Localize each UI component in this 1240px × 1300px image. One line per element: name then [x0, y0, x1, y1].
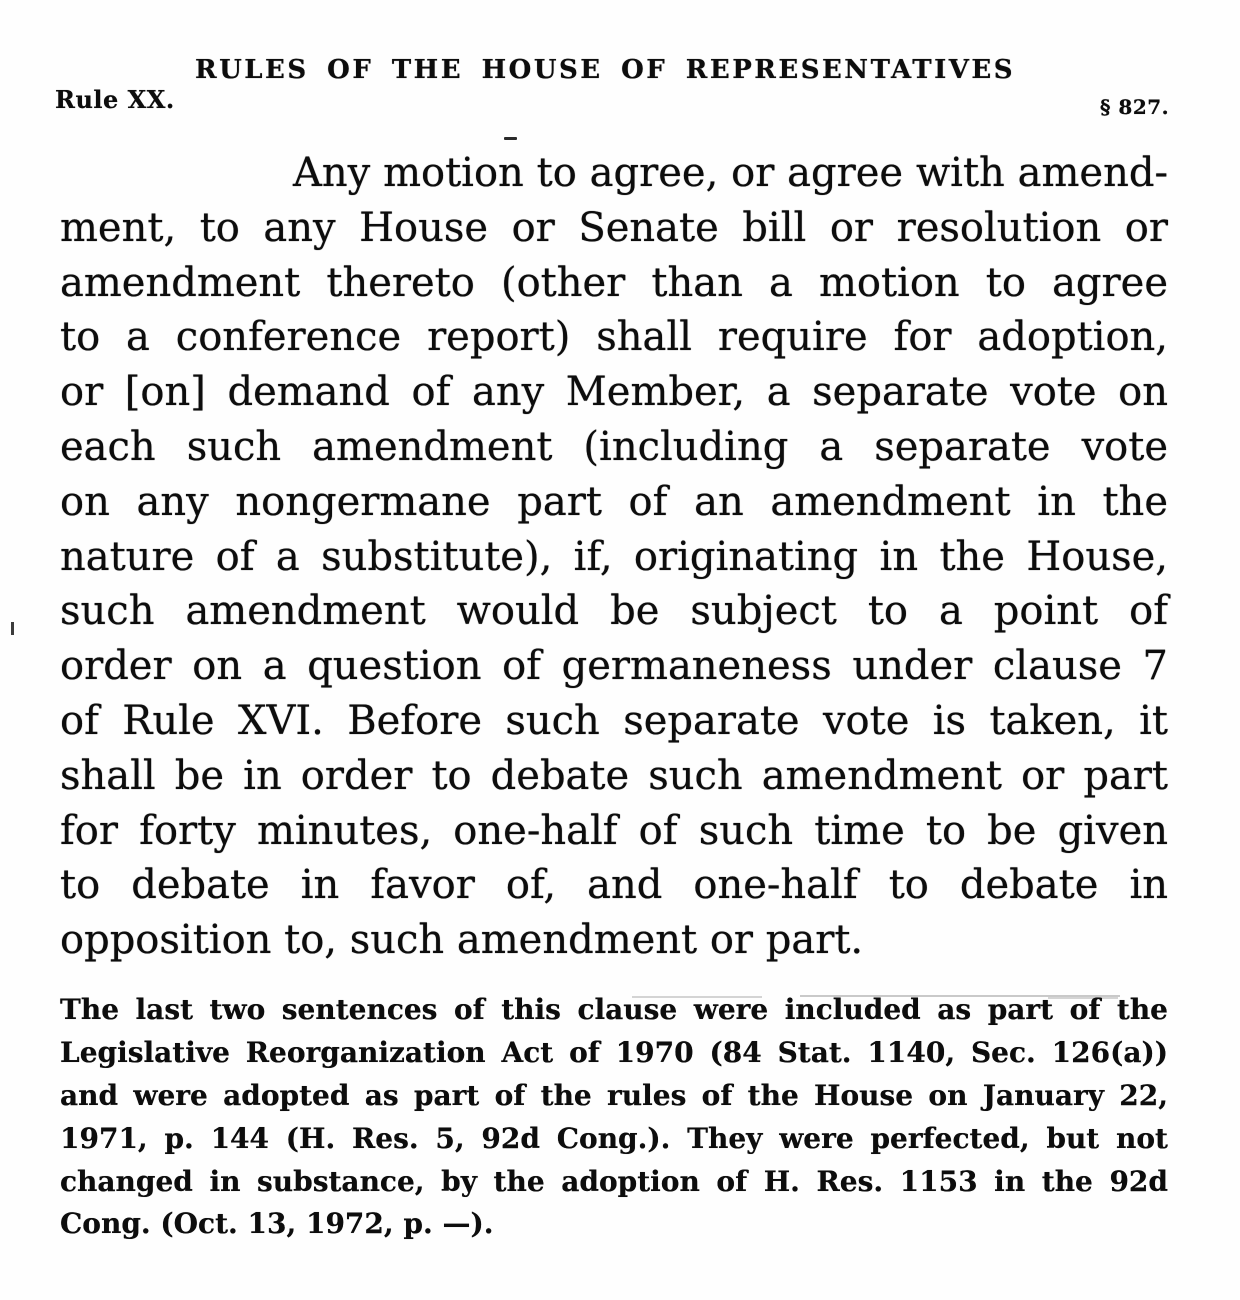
- text-line: shall be in order to debate such amendment or part: [60, 752, 1168, 799]
- text-line: Legislative Reorganization Act of 1970 (84 Stat. 1140, Sec. 126(a)): [60, 1035, 1168, 1069]
- text-line: for forty minutes, one-half of such time to be given: [60, 807, 1168, 854]
- footnote-paragraph: [60, 989, 1168, 1246]
- text-line: and were adopted as part of the rules of the House on January 22,: [60, 1078, 1168, 1112]
- text-line: to debate in favor of, and one-half to debate in: [60, 862, 1168, 909]
- text-line: Any motion to agree, or agree with amend-: [293, 150, 1168, 196]
- text-line: amendment thereto (other than a motion to agree: [60, 259, 1168, 306]
- text-line: Cong. (Oct. 13, 1972, p. —).: [60, 1207, 494, 1241]
- scan-artifact-margin-tick: [11, 622, 14, 635]
- scan-artifact-center-dash: [504, 137, 517, 140]
- text-line: 1971, p. 144 (H. Res. 5, 92d Cong.). They were perfected, but not: [60, 1121, 1168, 1155]
- rule-number-label: Rule XX.: [55, 85, 175, 114]
- text-line: such amendment would be subject to a point of: [60, 588, 1168, 635]
- text-line: ment, to any House or Senate bill or resolution or: [60, 204, 1168, 251]
- text-line: of Rule XVI. Before such separate vote is taken, it: [60, 697, 1168, 744]
- text-line: order on a question of germaneness under clause 7: [60, 643, 1168, 690]
- rule-clause-paragraph: [60, 146, 1168, 968]
- text-line: nature of a substitute), if, originating in the House,: [60, 533, 1168, 580]
- text-line: The last two sentences of this clause were included as part of the: [60, 993, 1168, 1026]
- page-header-title: RULES OF THE HOUSE OF REPRESENTATIVES: [194, 55, 1016, 85]
- text-line: to a conference report) shall require for adoption,: [60, 314, 1168, 361]
- section-number-label: § 827.: [1100, 95, 1170, 119]
- text-line: on any nongermane part of an amendment in the: [60, 478, 1168, 525]
- text-line: or [on] demand of any Member, a separate vote on: [60, 369, 1168, 416]
- text-line: opposition to, such amendment or part.: [60, 917, 864, 964]
- text-line: each such amendment (including a separate vote: [60, 423, 1168, 470]
- text-line: changed in substance, by the adoption of H. Res. 1153 in the 92d: [60, 1164, 1168, 1198]
